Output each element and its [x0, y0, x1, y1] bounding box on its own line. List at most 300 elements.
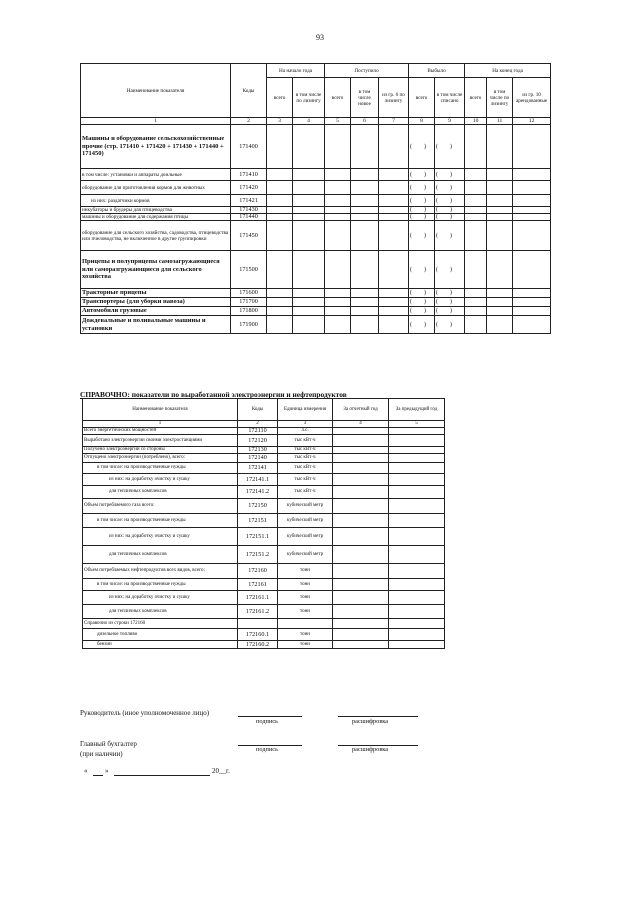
value-cell[interactable]	[267, 307, 293, 316]
value-cell[interactable]	[389, 514, 445, 528]
value-cell[interactable]	[379, 221, 409, 251]
row-name: оборудование для приготовления кормов для животных	[81, 181, 231, 195]
value-cell[interactable]	[435, 316, 465, 334]
table-row	[83, 579, 445, 591]
value-cell[interactable]	[267, 251, 293, 289]
value-cell[interactable]	[513, 125, 551, 169]
value-cell[interactable]	[435, 289, 465, 298]
value-cell[interactable]	[351, 125, 379, 169]
column-number: 4	[293, 118, 325, 125]
value-cell[interactable]	[465, 307, 487, 316]
value-cell[interactable]	[293, 195, 325, 207]
column-number: 12	[513, 118, 551, 125]
value-cell[interactable]	[389, 499, 445, 514]
value-cell[interactable]	[465, 169, 487, 181]
value-cell[interactable]	[293, 125, 325, 169]
row-unit: кубический метр	[278, 514, 333, 528]
value-cell[interactable]	[435, 125, 465, 169]
value-cell[interactable]	[293, 207, 325, 214]
row-name: для тепличных комплексов	[83, 486, 238, 499]
equipment-table	[80, 63, 551, 334]
row-name: из них: на доработку очистку и сушку	[83, 591, 238, 605]
row-code: 172150	[238, 499, 278, 514]
value-cell[interactable]	[351, 181, 379, 195]
row-name: Дождевальные и поливальные машины и установки	[81, 316, 231, 334]
bracket-placeholder: ( )	[410, 143, 427, 150]
row-name: Машины и оборудование сельскохозяйственные прочие (стр. 171410 + 171420 + 171430 + 171440 + 171450)	[81, 125, 231, 169]
value-cell[interactable]	[333, 546, 389, 564]
value-cell[interactable]	[325, 251, 351, 289]
value-cell[interactable]	[487, 289, 513, 298]
value-cell[interactable]	[389, 428, 445, 435]
reference-title: СПРАВОЧНО: показатели по выработанной электроэнергии и нефтепродуктов	[80, 390, 347, 399]
column-number: 4	[333, 421, 389, 428]
value-cell[interactable]	[293, 169, 325, 181]
value-cell[interactable]	[487, 316, 513, 334]
value-cell[interactable]	[465, 195, 487, 207]
value-cell[interactable]	[409, 307, 435, 316]
value-cell[interactable]	[325, 289, 351, 298]
value-cell[interactable]	[267, 221, 293, 251]
value-cell[interactable]	[389, 528, 445, 546]
row-name: из них: раздатчики кормов	[81, 195, 231, 207]
value-cell[interactable]	[513, 169, 551, 181]
value-cell[interactable]	[389, 619, 445, 629]
value-cell[interactable]	[409, 316, 435, 334]
value-cell[interactable]	[435, 181, 465, 195]
bracket-placeholder: ( )	[410, 171, 427, 178]
row-code: 172140	[238, 454, 278, 463]
value-cell[interactable]	[465, 251, 487, 289]
column-number: 10	[465, 118, 487, 125]
header-disposed: Выбыло	[409, 64, 465, 78]
value-cell[interactable]	[389, 463, 445, 474]
header-end-year: На конец года	[465, 64, 551, 78]
row-code: 172151.2	[238, 546, 278, 564]
header-previous-year: За предыдущий год	[389, 399, 445, 421]
row-code: 172130	[238, 447, 278, 454]
value-cell[interactable]	[351, 207, 379, 214]
header-name: Наименование показателя	[83, 399, 238, 421]
table-row	[81, 214, 551, 221]
bracket-placeholder: ( )	[410, 197, 427, 204]
row-name: Тракторные прицепы	[81, 289, 231, 298]
row-unit: тонн	[278, 605, 333, 619]
value-cell[interactable]	[379, 169, 409, 181]
row-unit: л.с.	[278, 428, 333, 435]
signature-caption: подпись	[256, 718, 278, 725]
table-row	[83, 463, 445, 474]
value-cell[interactable]	[513, 307, 551, 316]
table-row	[81, 195, 551, 207]
value-cell[interactable]	[293, 316, 325, 334]
column-number: 5	[325, 118, 351, 125]
value-cell[interactable]	[379, 307, 409, 316]
table-row	[83, 499, 445, 514]
row-name: Справочно из строки 172160	[83, 619, 238, 629]
value-cell[interactable]	[267, 207, 293, 214]
bracket-placeholder: ( )	[410, 184, 427, 191]
header-incl-written: в том числе списано	[435, 78, 465, 118]
value-cell[interactable]	[333, 474, 389, 486]
header-code: Коды	[238, 399, 278, 421]
value-cell[interactable]	[333, 591, 389, 605]
row-code: 172120	[238, 435, 278, 447]
value-cell[interactable]	[409, 195, 435, 207]
value-cell[interactable]	[513, 298, 551, 307]
value-cell[interactable]	[333, 605, 389, 619]
value-cell[interactable]	[267, 195, 293, 207]
value-cell[interactable]	[325, 298, 351, 307]
row-code: 171430	[231, 207, 267, 214]
header-received: Поступило	[325, 64, 409, 78]
bracket-placeholder: ( )	[436, 308, 453, 314]
table-row	[81, 251, 551, 289]
value-cell[interactable]	[487, 195, 513, 207]
value-cell[interactable]	[487, 125, 513, 169]
table-row	[81, 221, 551, 251]
value-cell[interactable]	[389, 454, 445, 463]
table-row	[83, 564, 445, 579]
value-cell[interactable]	[351, 251, 379, 289]
value-cell[interactable]	[379, 251, 409, 289]
value-cell[interactable]	[325, 125, 351, 169]
value-cell[interactable]	[487, 307, 513, 316]
value-cell[interactable]	[487, 251, 513, 289]
row-unit: тыс кВт·ч	[278, 454, 333, 463]
value-cell[interactable]	[487, 169, 513, 181]
head-decoding-line[interactable]	[338, 716, 418, 717]
date-quote-open: «	[84, 767, 88, 775]
table-row	[81, 289, 551, 298]
value-cell[interactable]	[379, 289, 409, 298]
row-unit: тыс кВт·ч	[278, 435, 333, 447]
value-cell[interactable]	[351, 298, 379, 307]
row-unit	[278, 619, 333, 629]
row-name: Получено электроэнергии со стороны	[83, 447, 238, 454]
value-cell[interactable]	[409, 169, 435, 181]
value-cell[interactable]	[389, 629, 445, 641]
row-code: 172110	[238, 428, 278, 435]
row-name: в том числе: на производственные нужды	[83, 579, 238, 591]
value-cell[interactable]	[267, 289, 293, 298]
row-unit: тыс кВт·ч	[278, 474, 333, 486]
value-cell[interactable]	[351, 195, 379, 207]
value-cell[interactable]	[267, 125, 293, 169]
value-cell[interactable]	[389, 564, 445, 579]
value-cell[interactable]	[351, 221, 379, 251]
value-cell[interactable]	[325, 207, 351, 214]
header-from6-lease: из гр. 6 по лизингу	[379, 78, 409, 118]
value-cell[interactable]	[333, 514, 389, 528]
row-name: Всего энергетических мощностей	[83, 428, 238, 435]
row-code: 171440	[231, 214, 267, 221]
row-unit: тонн	[278, 629, 333, 641]
value-cell[interactable]	[379, 125, 409, 169]
value-cell[interactable]	[293, 307, 325, 316]
head-signature-line[interactable]	[238, 716, 302, 717]
bracket-placeholder: ( )	[410, 308, 427, 314]
header-incl-lease: в том числе по лизингу	[293, 78, 325, 118]
value-cell[interactable]	[409, 207, 435, 214]
row-name: в том числе: на производственные нужды	[83, 463, 238, 474]
bracket-placeholder: ( )	[410, 214, 427, 220]
value-cell[interactable]	[267, 169, 293, 181]
value-cell[interactable]	[293, 221, 325, 251]
date-month-line[interactable]	[114, 775, 210, 776]
value-cell[interactable]	[333, 641, 389, 649]
value-cell[interactable]	[513, 195, 551, 207]
value-cell[interactable]	[333, 619, 389, 629]
signature-caption: подпись	[256, 746, 278, 753]
row-name: для тепличных комплексов	[83, 546, 238, 564]
row-name: Автомобили грузовые	[81, 307, 231, 316]
value-cell[interactable]	[389, 579, 445, 591]
value-cell[interactable]	[513, 221, 551, 251]
value-cell[interactable]	[351, 169, 379, 181]
value-cell[interactable]	[293, 214, 325, 221]
value-cell[interactable]	[325, 316, 351, 334]
row-code: 171500	[231, 251, 267, 289]
value-cell[interactable]	[333, 564, 389, 579]
value-cell[interactable]	[435, 169, 465, 181]
value-cell[interactable]	[465, 181, 487, 195]
row-name: для тепличных комплексов	[83, 605, 238, 619]
table-row	[81, 181, 551, 195]
value-cell[interactable]	[409, 125, 435, 169]
row-code: 171700	[231, 298, 267, 307]
column-number: 7	[379, 118, 409, 125]
value-cell[interactable]	[351, 214, 379, 221]
header-name: Наименование показателя	[81, 64, 231, 118]
value-cell[interactable]	[409, 298, 435, 307]
value-cell[interactable]	[389, 546, 445, 564]
value-cell[interactable]	[435, 221, 465, 251]
value-cell[interactable]	[325, 214, 351, 221]
value-cell[interactable]	[465, 298, 487, 307]
value-cell[interactable]	[325, 181, 351, 195]
table-row	[81, 207, 551, 214]
value-cell[interactable]	[379, 298, 409, 307]
header-total: всего	[325, 78, 351, 118]
column-number: 2	[238, 421, 278, 428]
value-cell[interactable]	[379, 195, 409, 207]
value-cell[interactable]	[389, 641, 445, 649]
date-day-line[interactable]	[93, 775, 103, 776]
row-name: Прицепы и полуприцепы самозагружающиеся или саморазгружающиеся для сельского хозяйства	[81, 251, 231, 289]
row-unit: кубический метр	[278, 499, 333, 514]
row-code: 172161.1	[238, 591, 278, 605]
row-code: 171450	[231, 221, 267, 251]
table-row	[83, 428, 445, 435]
value-cell[interactable]	[409, 181, 435, 195]
value-cell[interactable]	[379, 207, 409, 214]
row-code: 172151.1	[238, 528, 278, 546]
value-cell[interactable]	[333, 435, 389, 447]
value-cell[interactable]	[389, 605, 445, 619]
value-cell[interactable]	[487, 221, 513, 251]
row-name: Выработано электроэнергии своими электростанциями	[83, 435, 238, 447]
value-cell[interactable]	[333, 629, 389, 641]
row-name: дизельное топливо	[83, 629, 238, 641]
value-cell[interactable]	[333, 454, 389, 463]
date-quote-close: »	[105, 767, 109, 775]
table-row	[83, 591, 445, 605]
column-numbers-row	[83, 421, 445, 428]
value-cell[interactable]	[435, 207, 465, 214]
row-unit: тонн	[278, 579, 333, 591]
value-cell[interactable]	[325, 221, 351, 251]
header-incl-lease-end: в том числе по лизингу	[487, 78, 513, 118]
value-cell[interactable]	[435, 251, 465, 289]
value-cell[interactable]	[293, 298, 325, 307]
row-code	[238, 619, 278, 629]
value-cell[interactable]	[409, 221, 435, 251]
value-cell[interactable]	[293, 181, 325, 195]
table-row	[83, 435, 445, 447]
value-cell[interactable]	[293, 251, 325, 289]
value-cell[interactable]	[333, 579, 389, 591]
value-cell[interactable]	[267, 181, 293, 195]
column-number: 3	[278, 421, 333, 428]
value-cell[interactable]	[351, 289, 379, 298]
value-cell[interactable]	[333, 463, 389, 474]
value-cell[interactable]	[333, 447, 389, 454]
column-number: 1	[83, 421, 238, 428]
header-unit: Единица измерения	[278, 399, 333, 421]
row-unit: тонн	[278, 591, 333, 605]
row-name: Транспортеры (для уборки навоза)	[81, 298, 231, 307]
table-row	[81, 298, 551, 307]
value-cell[interactable]	[409, 251, 435, 289]
value-cell[interactable]	[333, 499, 389, 514]
value-cell[interactable]	[465, 207, 487, 214]
value-cell[interactable]	[389, 447, 445, 454]
value-cell[interactable]	[325, 195, 351, 207]
row-unit: тонн	[278, 641, 333, 649]
value-cell[interactable]	[487, 214, 513, 221]
bracket-placeholder: ( )	[410, 207, 427, 213]
value-cell[interactable]	[409, 289, 435, 298]
table-row	[83, 514, 445, 528]
table-row	[83, 486, 445, 499]
value-cell[interactable]	[435, 298, 465, 307]
value-cell[interactable]	[513, 214, 551, 221]
value-cell[interactable]	[333, 486, 389, 499]
value-cell[interactable]	[487, 298, 513, 307]
value-cell[interactable]	[389, 435, 445, 447]
row-code: 171410	[231, 169, 267, 181]
value-cell[interactable]	[465, 289, 487, 298]
value-cell[interactable]	[513, 316, 551, 334]
table-row	[83, 546, 445, 564]
table-row	[83, 619, 445, 629]
bracket-placeholder: ( )	[410, 299, 427, 305]
row-name: Отпущено электроэнергии (потреблено), всего:	[83, 454, 238, 463]
value-cell[interactable]	[267, 298, 293, 307]
header-total: всего	[409, 78, 435, 118]
row-name: из них: на доработку очистку и сушку	[83, 528, 238, 546]
value-cell[interactable]	[465, 221, 487, 251]
value-cell[interactable]	[389, 474, 445, 486]
value-cell[interactable]	[513, 251, 551, 289]
row-code: 171400	[231, 125, 267, 169]
table-row	[81, 316, 551, 334]
header-total: всего	[267, 78, 293, 118]
header-incl-new: в том числе новое	[351, 78, 379, 118]
value-cell[interactable]	[513, 181, 551, 195]
value-cell[interactable]	[465, 316, 487, 334]
value-cell[interactable]	[465, 125, 487, 169]
value-cell[interactable]	[435, 214, 465, 221]
column-number: 5	[389, 421, 445, 428]
row-name: оборудование для сельского хозяйства, садоводства, птицеводства или пчеловодства, не включенное в другие группировки	[81, 221, 231, 251]
row-code: 172141.2	[238, 486, 278, 499]
row-name: из них: на доработку очистку и сушку	[83, 474, 238, 486]
value-cell[interactable]	[379, 181, 409, 195]
value-cell[interactable]	[351, 307, 379, 316]
row-code: 172160	[238, 564, 278, 579]
value-cell[interactable]	[325, 307, 351, 316]
row-code: 171420	[231, 181, 267, 195]
column-number: 9	[435, 118, 465, 125]
bracket-placeholder: ( )	[436, 321, 453, 328]
bracket-placeholder: ( )	[436, 207, 453, 213]
bracket-placeholder: ( )	[436, 266, 453, 273]
bracket-placeholder: ( )	[410, 266, 427, 273]
header-code: Коды	[231, 64, 267, 118]
table-row	[83, 454, 445, 463]
value-cell[interactable]	[351, 316, 379, 334]
column-numbers-row	[81, 118, 551, 125]
value-cell[interactable]	[487, 181, 513, 195]
value-cell[interactable]	[435, 307, 465, 316]
value-cell[interactable]	[379, 214, 409, 221]
energy-table	[82, 398, 445, 649]
row-unit: тыс кВт·ч	[278, 486, 333, 499]
value-cell[interactable]	[379, 316, 409, 334]
value-cell[interactable]	[333, 428, 389, 435]
value-cell[interactable]	[293, 289, 325, 298]
value-cell[interactable]	[325, 169, 351, 181]
column-number: 8	[409, 118, 435, 125]
value-cell[interactable]	[487, 207, 513, 214]
value-cell[interactable]	[389, 591, 445, 605]
row-unit: тонн	[278, 564, 333, 579]
row-name: бензин	[83, 641, 238, 649]
value-cell[interactable]	[267, 316, 293, 334]
header-begin-year: На начало года	[267, 64, 325, 78]
value-cell[interactable]	[409, 214, 435, 221]
decoding-caption: расшифровка	[352, 746, 389, 753]
value-cell[interactable]	[513, 289, 551, 298]
bracket-placeholder: ( )	[410, 232, 427, 239]
row-name: Объем потребляемых нефтепродуктов всех видов, всего:	[83, 564, 238, 579]
bracket-placeholder: ( )	[436, 232, 453, 239]
table-row	[83, 474, 445, 486]
value-cell[interactable]	[267, 214, 293, 221]
column-number: 6	[351, 118, 379, 125]
value-cell[interactable]	[435, 195, 465, 207]
value-cell[interactable]	[465, 214, 487, 221]
value-cell[interactable]	[333, 528, 389, 546]
head-label: Руководитель (иное уполномоченное лицо)	[80, 709, 210, 717]
row-name: Объем потребляемого газа всего:	[83, 499, 238, 514]
header-total: всего	[465, 78, 487, 118]
header-from10-leased: из гр. 10 арендованные	[513, 78, 551, 118]
value-cell[interactable]	[389, 486, 445, 499]
value-cell[interactable]	[513, 207, 551, 214]
